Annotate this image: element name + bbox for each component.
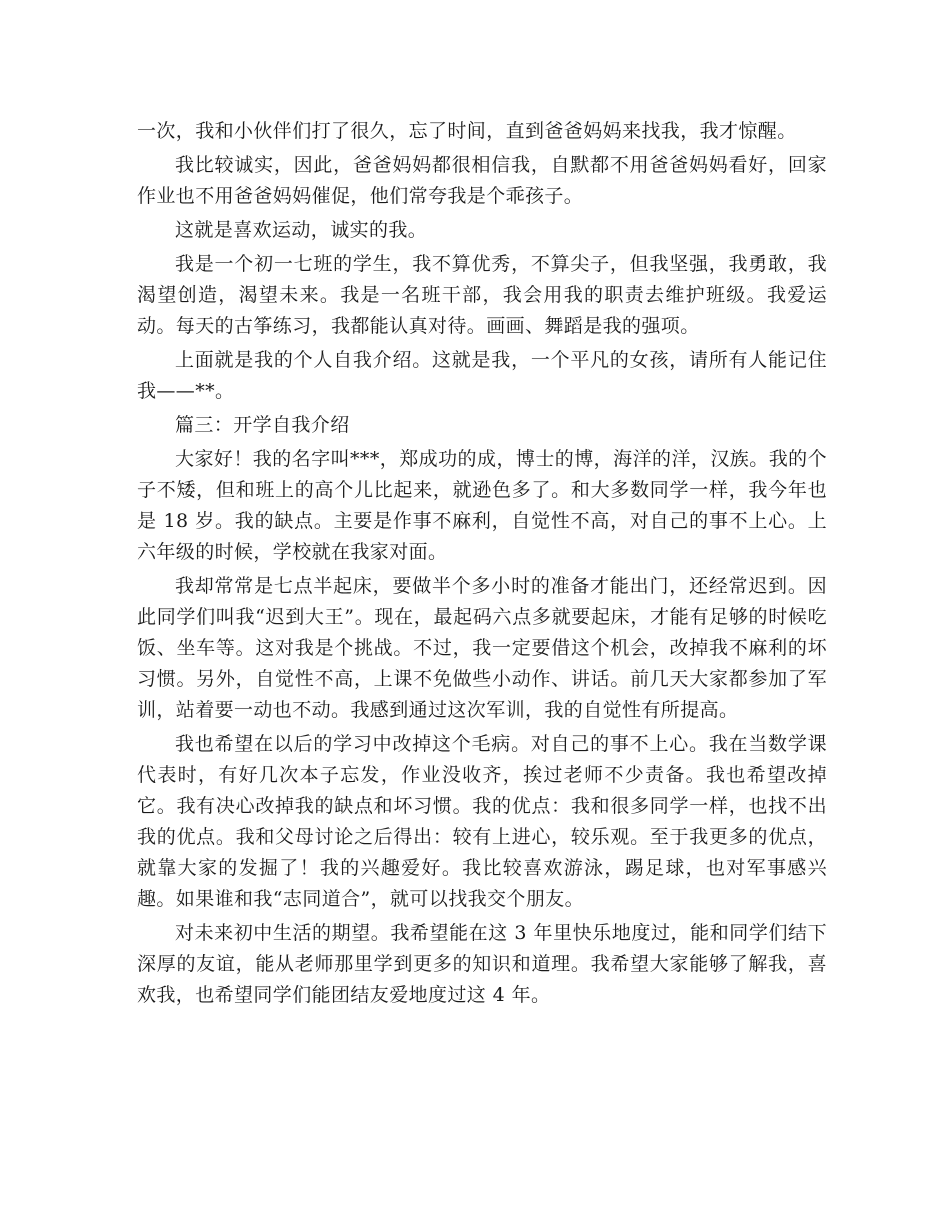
- paragraph-5: 上面就是我的个人自我介绍。这就是我，一个平凡的女孩，请所有人能记住我——**。: [137, 349, 827, 402]
- section-heading: 篇三：开学自我介绍: [175, 414, 350, 436]
- paragraph-2: 我比较诚实，因此，爸爸妈妈都很相信我，自默都不用爸爸妈妈看好，回家作业也不用爸爸妈妈催促，他们常夸我是个乖孩子。: [137, 154, 827, 207]
- paragraph-7: 我却常常是七点半起床，要做半个多小时的准备才能出门，还经常迟到。因此同学们叫我“迟到大王”。现在，最起码六点多就要起床，才能有足够的时候吃饭、坐车等。这对我是个挑战。不过，我一定要借这个机会，改掉我不麻利的坏习惯。另外，自觉性不高，上课不免做些小动作、讲话。前几天大家都参加了军训，站着要一动也不动。我感到通过这次军训，我的自觉性有所提高。: [137, 575, 827, 721]
- paragraph-4: 我是一个初一七班的学生，我不算优秀，不算尖子，但我坚强，我勇敢，我渴望创造，渴望未来。我是一名班干部，我会用我的职责去维护班级。我爱运动。每天的古筝练习，我都能认真对待。画画、舞蹈是我的强项。: [137, 253, 827, 337]
- paragraph-3: 这就是喜欢运动，诚实的我。: [175, 219, 428, 241]
- paragraph-8: 我也希望在以后的学习中改掉这个毛病。对自己的事不上心。我在当数学课代表时，有好几次本子忘发，作业没收齐，挨过老师不少责备。我也希望改掉它。我有决心改掉我的缺点和坏习惯。我的优点：我和很多同学一样，也找不出我的优点。我和父母讨论之后得出：较有上进心，较乐观。至于我更多的优点，就靠大家的发掘了！我的兴趣爱好。我比较喜欢游泳，踢足球，也对军事感兴趣。如果谁和我“志同道合”，就可以找我交个朋友。: [137, 733, 827, 910]
- document-body: [137, 116, 827, 1014]
- paragraph-1: 一次，我和小伙伴们打了很久，忘了时间，直到爸爸妈妈来找我，我才惊醒。: [137, 120, 797, 142]
- paragraph-9: 对未来初中生活的期望。我希望能在这 3 年里快乐地度过，能和同学们结下深厚的友谊，能从老师那里学到更多的知识和道理。我希望大家能够了解我，喜欢我，也希望同学们能团结友爱地度过这 4 年。: [137, 922, 827, 1006]
- paragraph-6: 大家好！我的名字叫***，郑成功的成，博士的博，海洋的洋，汉族。我的个子不矮，但和班上的高个儿比起来，就逊色多了。和大多数同学一样，我今年也是 18 岁。我的缺点。主要是作事不麻利，自觉性不高，对自己的事不上心。上六年级的时候，学校就在我家对面。: [137, 448, 827, 563]
